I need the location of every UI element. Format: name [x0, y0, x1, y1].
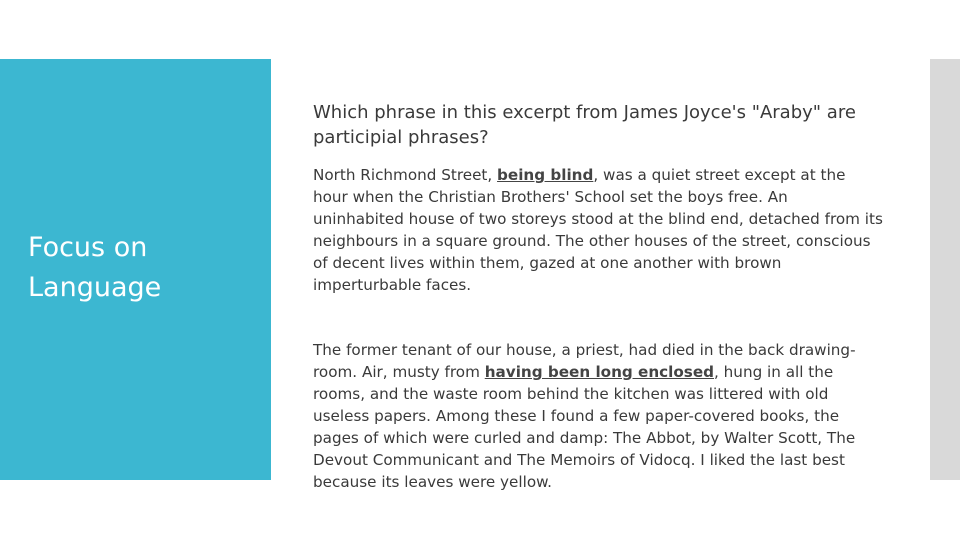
section-title: Focus on Language [28, 232, 162, 303]
participial-phrase-2: having been long enclosed [484, 363, 715, 381]
paragraph-2-text-before: The former tenant of our house, a priest, had died in the back drawing-room. Air, musty from [313, 341, 856, 381]
participial-phrase-1: being blind [497, 166, 594, 184]
right-decorative-bar [930, 59, 960, 480]
paragraph-2-text-after: , hung in all the rooms, and the waste room behind the kitchen was littered with old useless papers. Among these I found a few paper-covered books, the pages of which were curled and damp: The Abbot, by Walter Scott, The Devout Communicant and The Memoirs of Vidocq. I liked the last best because its leaves were yellow. [313, 363, 856, 491]
question-text: Which phrase in this excerpt from James Joyce's "Araby" are participial phrases? [313, 102, 856, 148]
paragraph-1-text-before: North Richmond Street, [313, 166, 498, 184]
excerpt-paragraph-1 [313, 164, 883, 296]
paragraph-1-text-after: , was a quiet street except at the hour when the Christian Brothers' School set the boys free. An uninhabited house of two storeys stood at the blind end, detached from its neighbours in a square ground. The other houses of the street, conscious of decent lives within them, gazed at one another with brown imperturbable faces. [313, 166, 883, 294]
excerpt-paragraph-2 [313, 339, 883, 493]
